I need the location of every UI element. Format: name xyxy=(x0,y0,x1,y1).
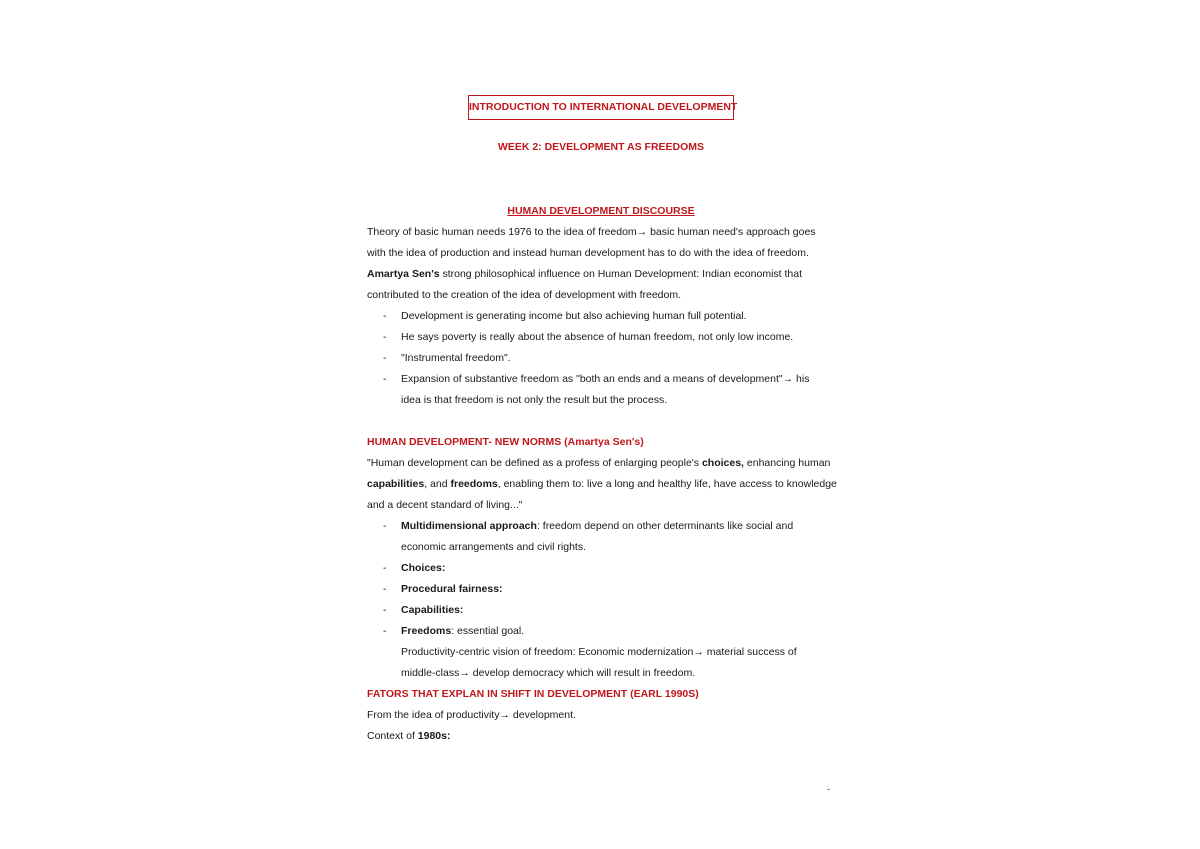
bullet-item: Expansion of substantive freedom as "both an ends and a means of development"→ his xyxy=(401,373,810,385)
quote-line: and a decent standard of living..." xyxy=(367,499,523,511)
bullet-dash: - xyxy=(383,310,387,322)
bold-phrase: Freedoms xyxy=(401,625,452,637)
bold-phrase: Amartya Sen's xyxy=(367,268,440,280)
text-span: "Human development can be defined as a profess of enlarging people's xyxy=(367,457,702,469)
bullet-continuation: economic arrangements and civil rights. xyxy=(401,541,587,553)
quote-line xyxy=(367,474,837,495)
course-title: INTRODUCTION TO INTERNATIONAL DEVELOPMENT xyxy=(469,101,738,113)
text-span: , and xyxy=(424,478,451,490)
bullet-dash: - xyxy=(383,604,387,616)
section-heading-new-norms: HUMAN DEVELOPMENT- NEW NORMS (Amartya Sen's) xyxy=(367,436,644,448)
bullet-dash: - xyxy=(383,352,387,364)
bullet-item: He says poverty is really about the absence of human freedom, not only low income. xyxy=(401,331,794,343)
quote-line xyxy=(367,453,830,474)
bullet-item xyxy=(401,516,793,537)
section-heading-factors: FATORS THAT EXPLAN IN SHIFT IN DEVELOPMENT (EARL 1990S) xyxy=(367,688,699,700)
bullet-item: Procedural fairness: xyxy=(401,583,503,595)
bullet-item: Choices: xyxy=(401,562,446,574)
bold-phrase: freedoms xyxy=(450,478,498,490)
text-span: Context of xyxy=(367,730,418,742)
bullet-dash: - xyxy=(383,625,387,637)
bold-phrase: Multidimensional approach xyxy=(401,520,537,532)
text-span: enhancing human xyxy=(743,457,831,469)
bullet-item xyxy=(401,621,524,642)
bullet-item: Capabilities: xyxy=(401,604,464,616)
bullet-dash: - xyxy=(383,520,387,532)
paragraph-line: Theory of basic human needs 1976 to the idea of freedom→ basic human need's approach goes xyxy=(367,226,816,238)
bullet-dash: - xyxy=(383,562,387,574)
bullet-continuation: idea is that freedom is not only the result but the process. xyxy=(401,394,668,406)
paragraph-line: with the idea of production and instead human development has to do with the idea of freedom. xyxy=(367,247,809,259)
text-span: : essential goal. xyxy=(451,625,525,637)
course-title-box xyxy=(468,95,738,120)
bullet-dash: - xyxy=(383,331,387,343)
paragraph-line: From the idea of productivity→ development. xyxy=(367,709,576,721)
bullet-dash: - xyxy=(383,583,387,595)
week-title: WEEK 2: DEVELOPMENT AS FREEDOMS xyxy=(497,141,705,153)
text-span: , enabling them to: live a long and healthy life, have access to knowledge xyxy=(497,478,837,490)
paragraph-line: contributed to the creation of the idea of development with freedom. xyxy=(367,289,682,301)
bullet-item: Development is generating income but also achieving human full potential. xyxy=(401,310,747,322)
footer-mark: - xyxy=(827,784,830,794)
text-span: strong philosophical influence on Human Development: Indian economist that xyxy=(439,268,802,280)
paragraph-line xyxy=(367,264,802,285)
text-span: : freedom depend on other determinants like social and xyxy=(536,520,794,532)
paragraph-line xyxy=(367,726,450,747)
bullet-dash: - xyxy=(383,373,387,385)
bold-phrase: 1980s: xyxy=(417,730,451,742)
indented-line: middle-class→ develop democracy which will result in freedom. xyxy=(401,667,696,679)
bold-phrase: choices, xyxy=(701,457,744,469)
bullet-item: "Instrumental freedom". xyxy=(401,352,511,364)
indented-line: Productivity-centric vision of freedom: Economic modernization→ material success of xyxy=(401,646,797,658)
bold-phrase: capabilities xyxy=(367,478,425,490)
section-heading-hd-discourse: HUMAN DEVELOPMENT DISCOURSE xyxy=(507,205,695,217)
